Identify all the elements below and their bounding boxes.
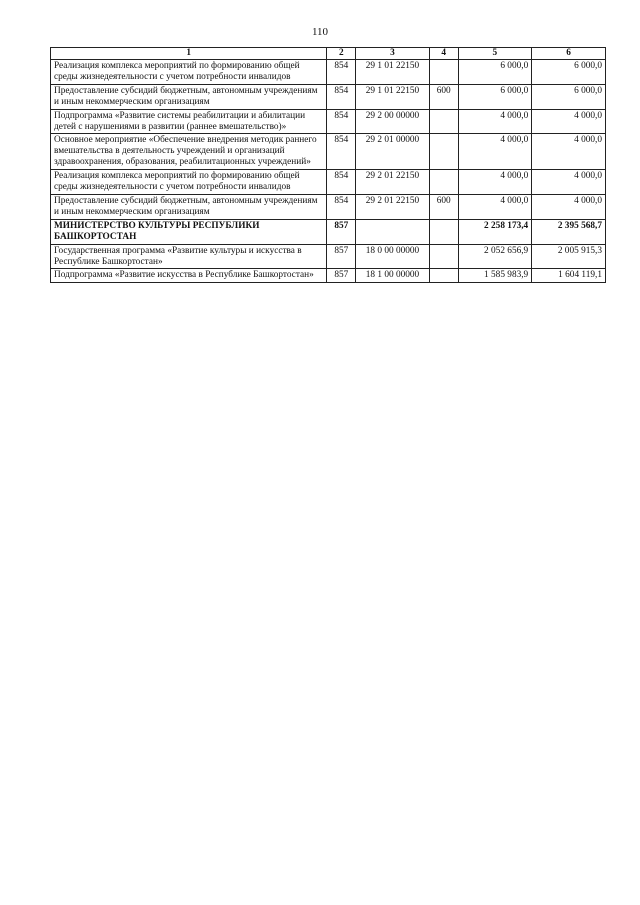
target-code-cell: 29 1 01 22150 <box>356 60 430 85</box>
target-code-cell: 29 2 01 22150 <box>356 194 430 219</box>
row-name-cell: Государственная программа «Развитие культуры и искусства в Республике Башкортостан» <box>51 244 327 269</box>
ministry-code-cell: 857 <box>327 269 356 283</box>
row-name-cell: Подпрограмма «Развитие системы реабилитации и абилитации детей с нарушениями в развитии (раннее вмешательство)» <box>51 109 327 134</box>
target-code-cell <box>356 219 430 244</box>
ministry-code-cell: 854 <box>327 109 356 134</box>
expense-type-cell <box>429 60 458 85</box>
amount-year-2-cell: 4 000,0 <box>532 194 606 219</box>
row-name-cell: Основное мероприятие «Обеспечение внедрения методик раннего вмешательства в деятельность учреждений и организаций здравоохранения, образования, реабилитационных учреждений» <box>51 134 327 170</box>
amount-year-2-cell: 1 604 119,1 <box>532 269 606 283</box>
table-row <box>51 244 606 269</box>
budget-table <box>50 47 606 283</box>
target-code-cell: 29 2 01 00000 <box>356 134 430 170</box>
expense-type-cell <box>429 134 458 170</box>
amount-year-2-cell: 6 000,0 <box>532 60 606 85</box>
row-name-cell: Подпрограмма «Развитие искусства в Республике Башкортостан» <box>51 269 327 283</box>
ministry-code-cell: 854 <box>327 134 356 170</box>
target-code-cell: 29 1 01 22150 <box>356 84 430 109</box>
header-cell: 5 <box>458 48 532 60</box>
target-code-cell: 18 1 00 00000 <box>356 269 430 283</box>
amount-year-1-cell: 4 000,0 <box>458 134 532 170</box>
expense-type-cell <box>429 109 458 134</box>
header-cell: 3 <box>356 48 430 60</box>
row-name-cell: Реализация комплекса мероприятий по формированию общей среды жизнедеятельности с учетом потребности инвалидов <box>51 60 327 85</box>
ministry-code-cell: 854 <box>327 194 356 219</box>
table-row <box>51 194 606 219</box>
amount-year-2-cell: 6 000,0 <box>532 84 606 109</box>
target-code-cell: 29 2 01 22150 <box>356 170 430 195</box>
expense-type-cell: 600 <box>429 84 458 109</box>
ministry-code-cell: 854 <box>327 84 356 109</box>
ministry-code-cell: 857 <box>327 244 356 269</box>
header-cell: 2 <box>327 48 356 60</box>
target-code-cell: 29 2 00 00000 <box>356 109 430 134</box>
amount-year-1-cell: 4 000,0 <box>458 194 532 219</box>
ministry-code-cell: 857 <box>327 219 356 244</box>
table-row <box>51 134 606 170</box>
header-cell: 1 <box>51 48 327 60</box>
table-row <box>51 170 606 195</box>
table-row <box>51 219 606 244</box>
expense-type-cell: 600 <box>429 194 458 219</box>
amount-year-1-cell: 1 585 983,9 <box>458 269 532 283</box>
row-name-cell: Предоставление субсидий бюджетным, автономным учреждениям и иным некоммерческим организациям <box>51 194 327 219</box>
table-row <box>51 60 606 85</box>
row-name-cell: Предоставление субсидий бюджетным, автономным учреждениям и иным некоммерческим организациям <box>51 84 327 109</box>
row-name-cell: Реализация комплекса мероприятий по формированию общей среды жизнедеятельности с учетом потребности инвалидов <box>51 170 327 195</box>
table-row <box>51 269 606 283</box>
ministry-code-cell: 854 <box>327 170 356 195</box>
row-name-cell: МИНИСТЕРСТВО КУЛЬТУРЫ РЕСПУБЛИКИ БАШКОРТОСТАН <box>51 219 327 244</box>
amount-year-1-cell: 2 258 173,4 <box>458 219 532 244</box>
amount-year-1-cell: 6 000,0 <box>458 60 532 85</box>
header-cell: 4 <box>429 48 458 60</box>
amount-year-2-cell: 2 005 915,3 <box>532 244 606 269</box>
table-row <box>51 109 606 134</box>
expense-type-cell <box>429 244 458 269</box>
expense-type-cell <box>429 269 458 283</box>
table-row <box>51 84 606 109</box>
amount-year-2-cell: 2 395 568,7 <box>532 219 606 244</box>
amount-year-1-cell: 6 000,0 <box>458 84 532 109</box>
ministry-code-cell: 854 <box>327 60 356 85</box>
target-code-cell: 18 0 00 00000 <box>356 244 430 269</box>
header-row <box>51 48 606 60</box>
amount-year-1-cell: 2 052 656,9 <box>458 244 532 269</box>
header-cell: 6 <box>532 48 606 60</box>
page-number: 110 <box>311 26 329 38</box>
amount-year-1-cell: 4 000,0 <box>458 109 532 134</box>
amount-year-2-cell: 4 000,0 <box>532 134 606 170</box>
amount-year-2-cell: 4 000,0 <box>532 170 606 195</box>
expense-type-cell <box>429 219 458 244</box>
amount-year-2-cell: 4 000,0 <box>532 109 606 134</box>
expense-type-cell <box>429 170 458 195</box>
amount-year-1-cell: 4 000,0 <box>458 170 532 195</box>
